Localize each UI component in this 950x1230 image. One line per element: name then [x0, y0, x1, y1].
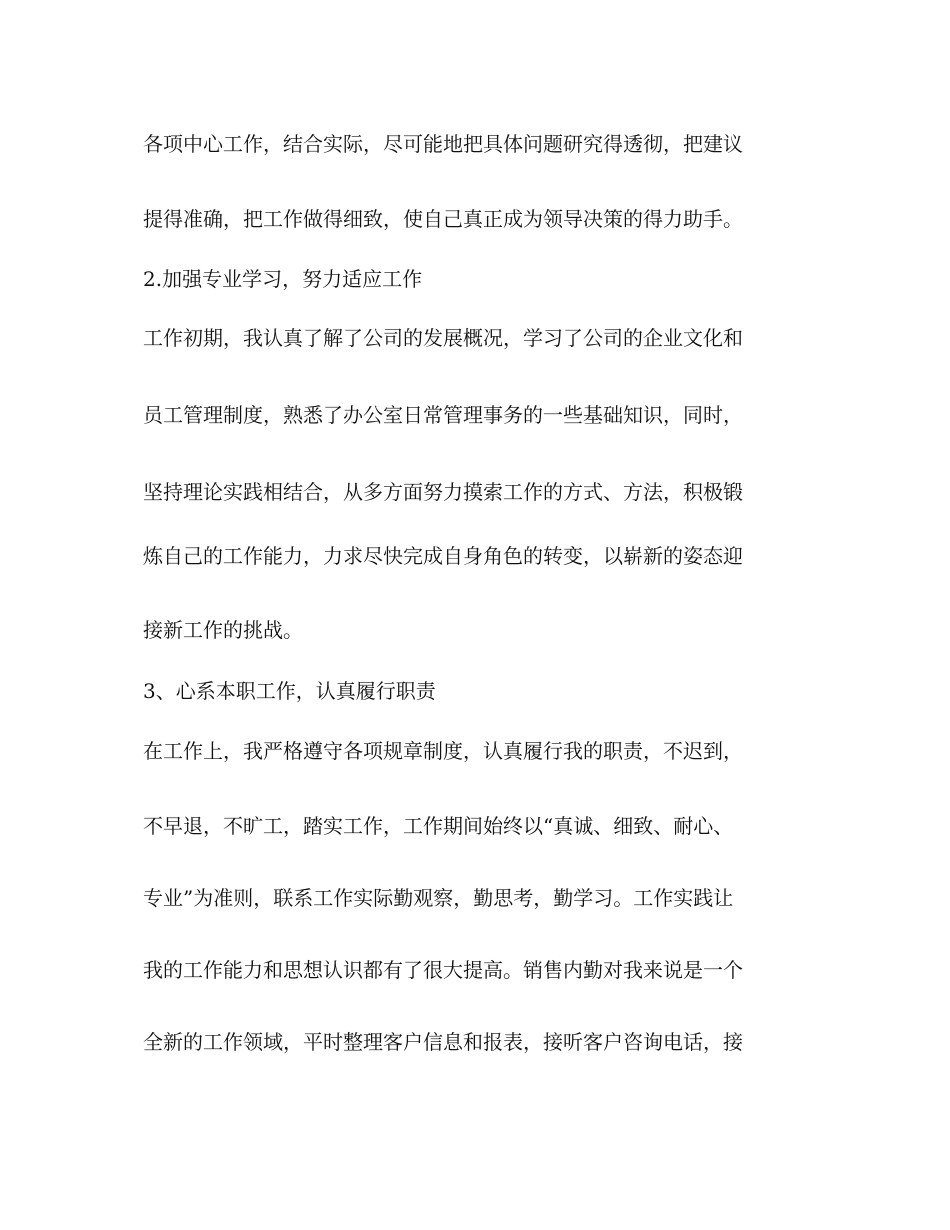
body-text-line: 接新工作的挑战。 [143, 618, 303, 642]
body-text-line: 全新的工作领域，平时整理客户信息和报表，接听客户咨询电话，接 [143, 1030, 743, 1054]
body-text-line: 各项中心工作，结合实际，尽可能地把具体问题研究得透彻，把建议 [143, 132, 743, 156]
body-text-line: 炼自己的工作能力，力求尽快完成自身角色的转变，以崭新的姿态迎 [143, 544, 743, 568]
body-text-line: 在工作上，我严格遵守各项规章制度，认真履行我的职责，不迟到， [143, 739, 743, 763]
section-heading: 3、心系本职工作，认真履行职责 [143, 679, 436, 703]
body-text-line: 员工管理制度，熟悉了办公室日常管理事务的一些基础知识，同时， [143, 403, 743, 427]
body-text-line: 工作初期，我认真了解了公司的发展概况，学习了公司的企业文化和 [143, 326, 743, 350]
body-text-line: 我的工作能力和思想认识都有了很大提高。销售内勤对我来说是一个 [143, 958, 743, 982]
body-text-line: 不早退，不旷工，踏实工作，工作期间始终以“真诚、细致、耐心、 [143, 814, 734, 838]
body-text-line: 坚持理论实践相结合，从多方面努力摸索工作的方式、方法，积极锻 [143, 480, 743, 504]
body-text-line: 提得准确，把工作做得细致，使自己真正成为领导决策的得力助手。 [143, 207, 743, 231]
section-heading: 2.加强专业学习，努力适应工作 [143, 267, 423, 291]
body-text-line: 专业”为准则，联系工作实际勤观察，勤思考，勤学习。工作实践让 [143, 886, 734, 910]
